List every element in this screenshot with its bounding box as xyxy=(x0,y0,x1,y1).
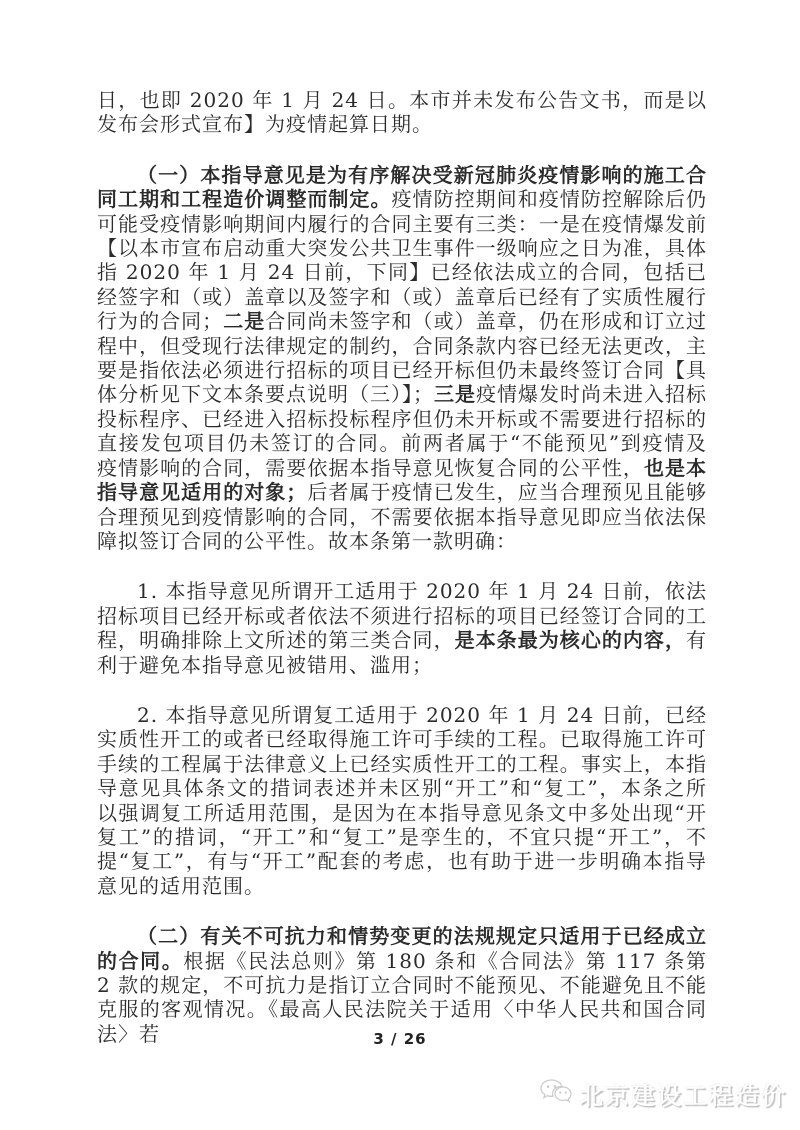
watermark-label: 北京建设工程造价 xyxy=(579,1082,787,1110)
paragraph-section-1: （一）本指导意见是为有序解决受新冠肺炎疫情影响的施工合同工期和工程造价调整而制定。疫情防控期间和疫情防控解除后仍可能受疫情影响期间内履行的合同主要有三类：一是在疫情爆发前【以本市宣布启动重大突发公共卫生事件一级响应之日为准，具体指 2020 年 1 月 24 日前，下同】已经依法成立的合同，包括已经签字和（或）盖章以及签字和（或）盖章后已经有了实质性履行行为的合同；二是合同尚未签字和（或）盖章，仍在形成和订立过程中，但受现行法律规定的制约，合同条款内容已经无法更改，主要是指依法必须进行招标的项目已经开标但仍未最终签订合同【具体分析见下文本条要点说明（三）】；三是疫情爆发时尚未进入招标投标程序、已经进入招标投标程序但仍未开标或不需要进行招标的直接发包项目仍未签订的合同。前两者属于“不能预见”到疫情及疫情影响的合同，需要依据本指导意见恢复合同的公平性，也是本指导意见适用的对象；后者属于疫情已发生，应当合理预见且能够合理预见到疫情影响的合同，不需要依据本指导意见即应当依法保障拟签订合同的公平性。故本条第一款明确： xyxy=(97,162,708,553)
paragraph-continuation: 日，也即 2020 年 1 月 24 日。本市并未发布公告文书，而是以发布会形式宣布】为疫情起算日期。 xyxy=(97,88,707,137)
paragraph-item-2: 2. 本指导意见所谓复工适用于 2020 年 1 月 24 日前，已经实质性开工的或者已经取得施工许可手续的工程。已取得施工许可手续的工程属于法律意义上已经实质性开工的工程。事实上，本指导意见具体条文的措词表述并未区别“开工”和“复工”，本条之所以强调复工所适用范围，是因为在本指导意见条文中多处出现“开复工”的措词，“开工”和“复工”是孪生的，不宜只提“开工”，不提“复工”，有与“开工”配套的考虑，也有助于进一步明确本指导意见的适用范围。 xyxy=(97,702,707,898)
document-body xyxy=(97,88,707,1046)
page-number: 3 / 26 xyxy=(373,1030,427,1048)
paragraph-section-2: （二）有关不可抗力和情势变更的法规规定只适用于已经成立的合同。根据《民法总则》第 180 条和《合同法》第 117 条第 2 款的规定，不可抗力是指订立合同时不能预见、不能避免且不能克服的客观情况。《最高人民法院关于适用〈中华人民共和国合同法〉若 xyxy=(97,924,707,1046)
wechat-icon xyxy=(539,1078,573,1110)
paragraph-item-1: 1. 本指导意见所谓开工适用于 2020 年 1 月 24 日前，依法招标项目已经开标或者依法不须进行招标的项目已经签订合同的工程，明确排除上文所述的第三类合同，是本条最为核心的内容，有利于避免本指导意见被错用、滥用； xyxy=(97,579,708,677)
watermark xyxy=(539,1076,787,1111)
